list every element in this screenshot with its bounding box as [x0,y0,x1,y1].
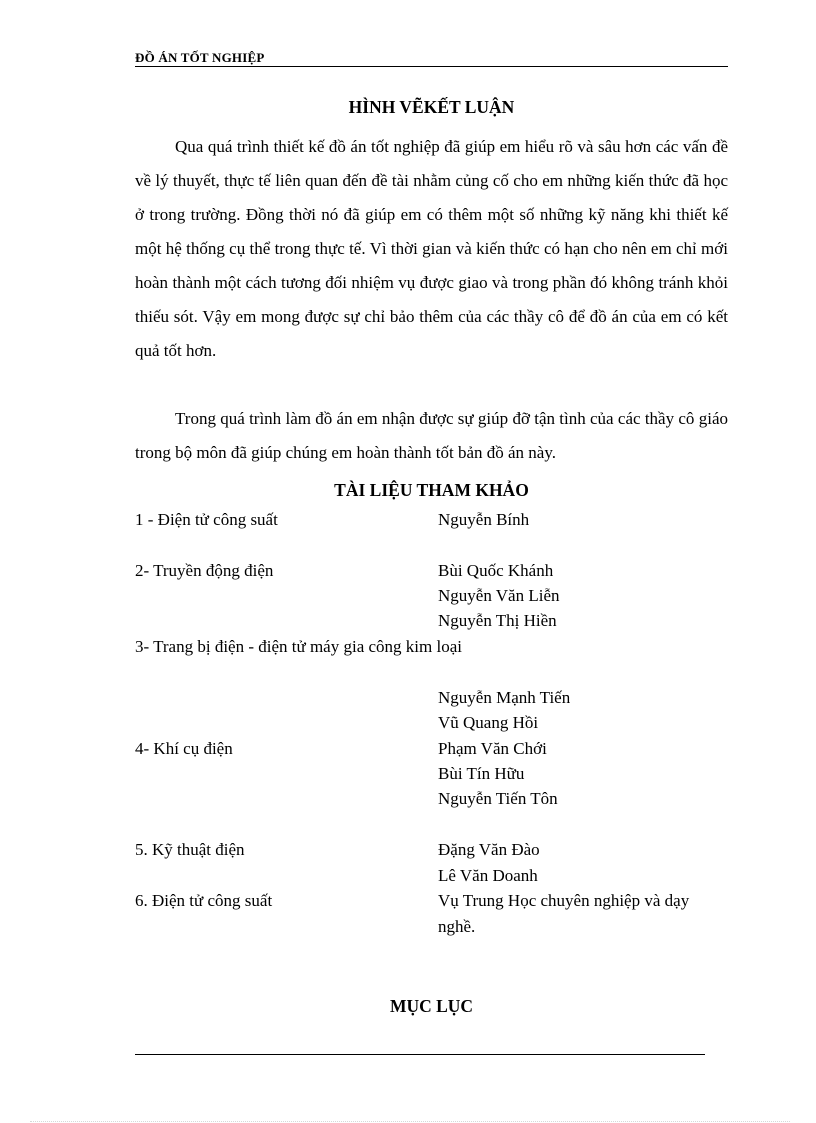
reference-author: Nguyễn Thị Hiền [438,611,557,630]
document-header: ĐỒ ÁN TỐT NGHIỆP [135,50,728,67]
reference-title-2: 2- Truyền động điện [135,561,274,580]
reference-author: Bùi Quốc Khánh [438,561,554,580]
reference-title-3: 3- Trang bị điện - điện tử máy gia công kim loại [135,637,462,656]
reference-author: nghề. [438,917,476,936]
conclusion-paragraph-2: Trong quá trình làm đồ án em nhận được sự giúp đỡ tận tình của các thầy cô giáo trong bộ môn đã giúp chúng em hoàn thành tốt bản đồ án này. [135,409,728,462]
references-title: TÀI LIỆU THAM KHẢO [334,480,529,500]
page-edge-divider [30,1121,790,1122]
toc-title: MỤC LỤC [389,996,474,1016]
reference-author: Bùi Tín Hữu [438,764,525,783]
conclusion-paragraph-1: Qua quá trình thiết kế đồ án tốt nghiệp đã giúp em hiểu rõ và sâu hơn các vấn đề về lý thuyết, thực tế liên quan đến đề tài nhằm củng cố cho em những kiến thức đã học ở trong trường. Đồng thời nó đã giúp em có thêm một số những kỹ năng khi thiết kế một hệ thống cụ thể trong thực tế. Vì thời gian và kiến thức có hạn cho nên em chỉ mới hoàn thành một cách tương đối nhiệm vụ được giao và trong phần đó không tránh khỏi thiếu sót. Vậy em mong được sự chỉ bảo thêm của các thầy cô để đồ án của em có kết quả tốt hơn. [135,137,728,360]
reference-author: Đặng Văn Đào [438,840,540,859]
reference-title-6: 6. Điện tử công suất [135,891,273,910]
reference-title-1: 1 - Điện tử công suất [135,510,278,529]
reference-title-4: 4- Khí cụ điện [135,739,233,758]
reference-title-5: 5. Kỹ thuật điện [135,840,245,859]
reference-author: Nguyễn Tiến Tôn [438,789,558,808]
conclusion-title: HÌNH VẼKẾT LUẬN [348,97,515,117]
reference-author: Vũ Quang Hồi [438,713,539,732]
reference-author: Lê Văn Doanh [438,866,538,885]
footer-rule [135,1054,705,1055]
reference-author: Nguyễn Bính [438,510,530,529]
reference-author: Phạm Văn Chới [438,739,547,758]
reference-author: Nguyễn Mạnh Tiến [438,688,571,707]
reference-author: Nguyễn Văn Liễn [438,586,560,605]
reference-author: Vụ Trung Học chuyên nghiệp và dạy [438,891,690,910]
